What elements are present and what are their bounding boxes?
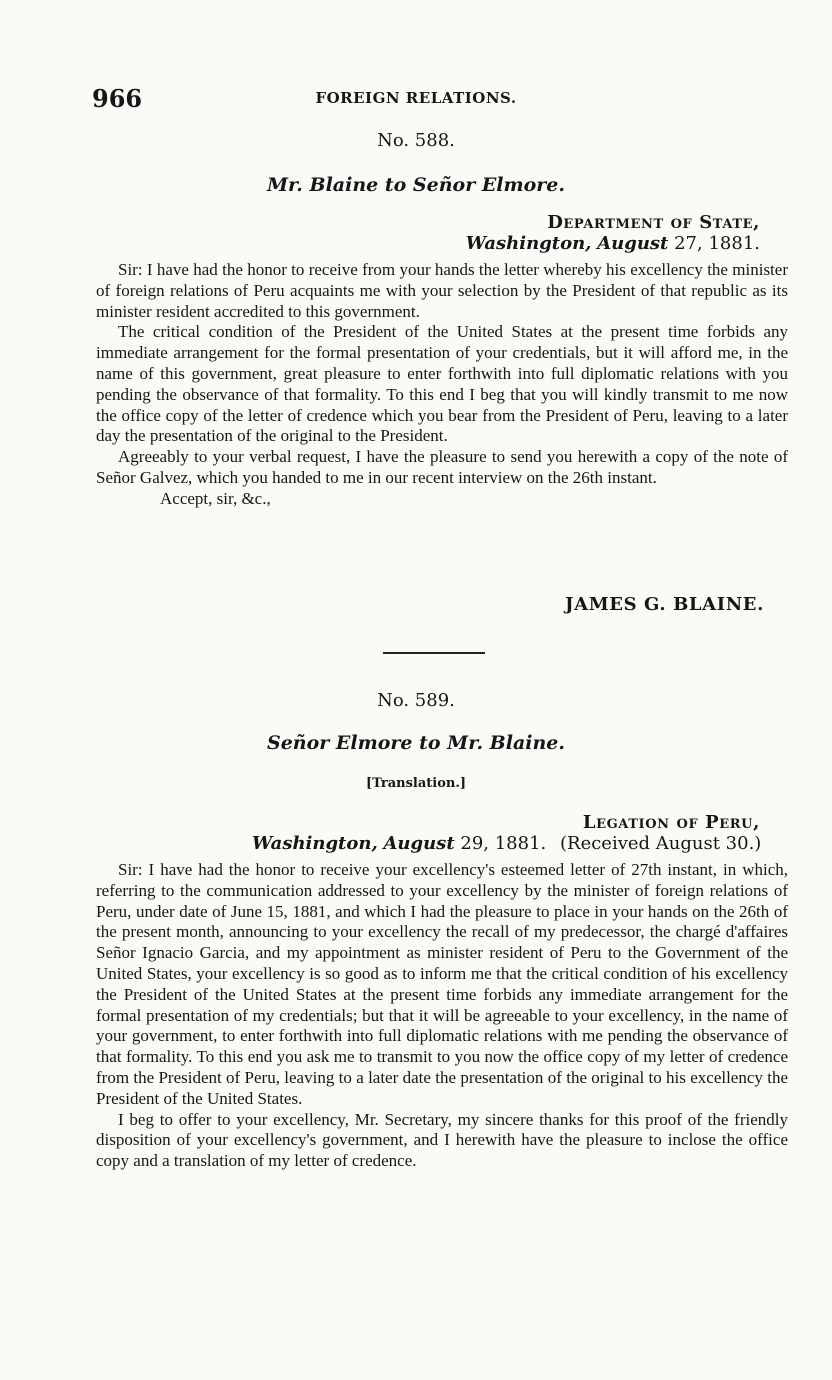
letter-1-paragraph: The critical condition of the President of the United States at the present time forbids any immediate arrangement for the formal presentation of your credentials, but it will afford me, in the name of this government, great pleasure to enter forthwith into full diplomatic relations with you pending the observance of that formality. To this end I beg that you will kindly transmit to me now the office copy of the letter of credence which you bear from the President of Peru, leaving to a later day the presentation of the original to the President. (96, 322, 788, 446)
letter-2-received: (Received August 30.) (560, 833, 762, 854)
letter-1-number: No. 588. (377, 130, 455, 151)
letter-1-office: Department of State, (547, 212, 760, 233)
running-title: FOREIGN RELATIONS. (315, 89, 517, 107)
section-divider (383, 652, 485, 654)
letter-2-paragraph: Sir: I have had the honor to receive your excellency's esteemed letter of 27th instant, in which, referring to the communication addressed to your excellency by the minister of foreign relations of Peru, under date of June 15, 1881, and which I had the pleasure to place in your hands on the 26th of the present month, announcing to your excellency the recall of my predecessor, the chargé d'affaires Señor Ignacio Garcia, and my appointment as minister resident of Peru to the Government of the United States, your excellency is so good as to inform me that the critical condition of his excellency the President of the United States at the present time forbids any immediate arrangement for the formal presentation of my credentials; but that it will be agreeable to your excellency, in the name of your government, to enter forthwith into full diplomatic relations with me pending the observance of that formality. To this end you ask me to transmit to you now the office copy of my letter of credence from the President of Peru, leaving to a later date the presentation of the original to his excellency the President of the United States. (96, 860, 788, 1108)
letter-1-month: August (597, 233, 669, 254)
letter-2-translation-note: [Translation.] (365, 776, 467, 791)
letter-2-paragraph: I beg to offer to your excellency, Mr. Secretary, my sincere thanks for this proof of the friendly disposition of your excellency's government, and I herewith have the pleasure to inclose the office copy and a translation of my letter of credence. (96, 1109, 788, 1171)
letter-1-paragraph: Agreeably to your verbal request, I have the pleasure to send you herewith a copy of the note of Señor Galvez, which you handed to me in our recent interview on the 26th instant. (96, 447, 788, 487)
letter-1-address (466, 212, 760, 254)
letter-2-office-text: Legation of Peru, (582, 812, 760, 833)
letter-1-subject: Mr. Blaine to Señor Elmore. (266, 174, 566, 196)
letter-2-office (583, 812, 760, 833)
letter-2-month: August (383, 833, 455, 854)
letter-1-place: Washington, (465, 233, 592, 254)
letter-2-place: Washington, (252, 833, 378, 854)
letter-1-closing: Accept, sir, &c., (160, 488, 271, 508)
page-number: 966 (92, 84, 143, 113)
letter-1-signature: JAMES G. BLAINE. (565, 594, 764, 615)
letter-1-body (96, 260, 788, 510)
running-header (92, 84, 760, 114)
letter-2-dateline (252, 833, 761, 854)
letter-1-dateline (466, 233, 760, 254)
letter-1-paragraph: Sir: I have had the honor to receive from your hands the letter whereby his excellency the minister of foreign relations of Peru acquaints me with your selection by the President of that republic as its minister resident accredited to this government. (96, 260, 788, 321)
letter-1-day-year: 27, 1881. (674, 233, 760, 254)
letter-2-subject: Señor Elmore to Mr. Blaine. (266, 732, 566, 754)
letter-2-body (96, 860, 788, 1172)
letter-2-day-year: 29, 1881. (460, 833, 547, 854)
letter-2-number: No. 589. (377, 690, 455, 711)
